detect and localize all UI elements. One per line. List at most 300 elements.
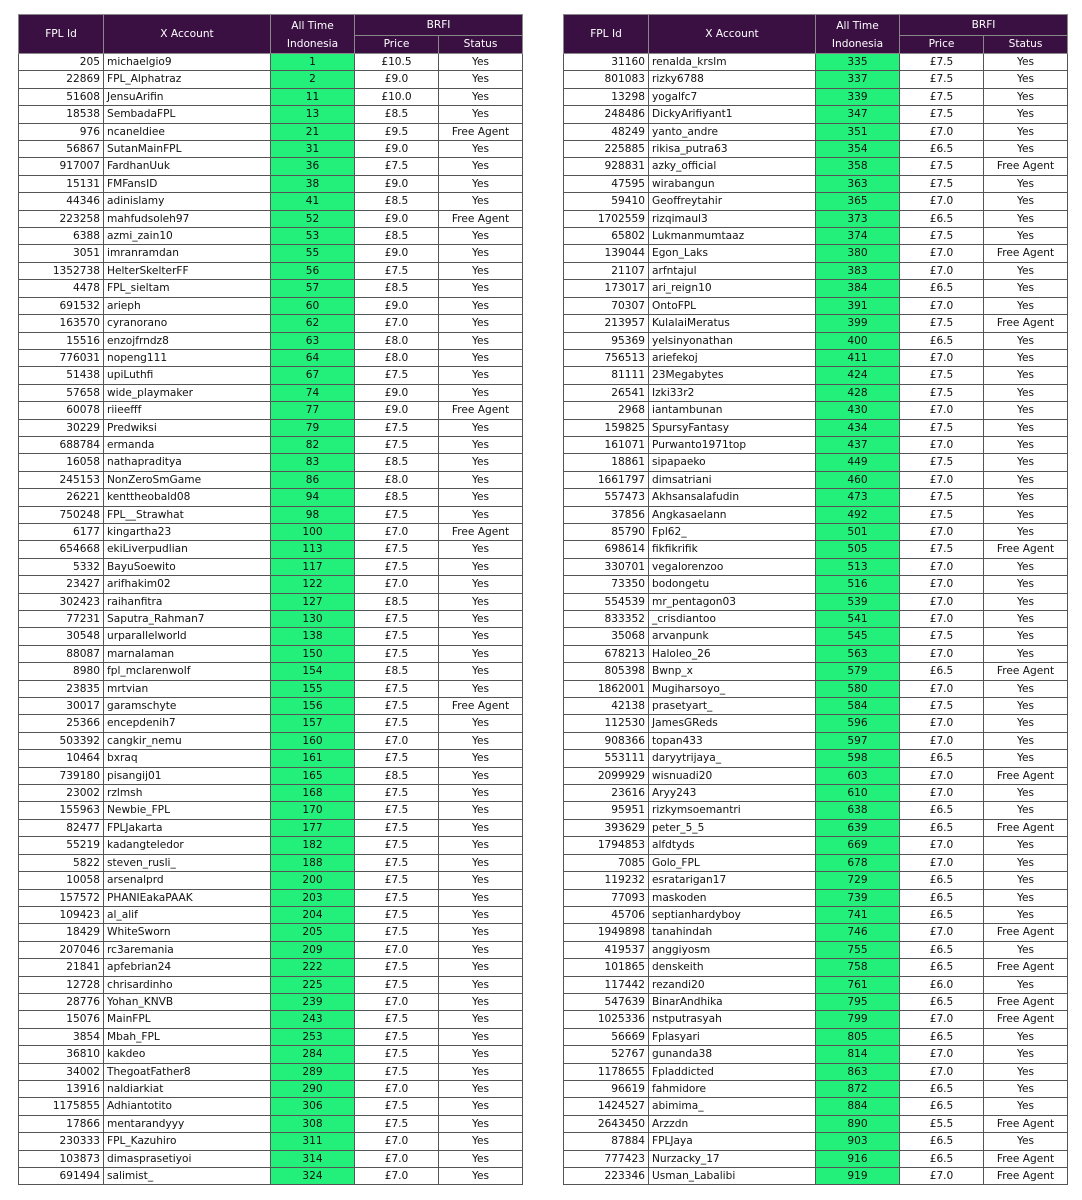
table-row bbox=[19, 541, 523, 558]
price-cell: £7.5 bbox=[355, 628, 439, 645]
x-account-cell: chrisardinho bbox=[104, 976, 271, 993]
x-account-cell: Nurzacky_17 bbox=[649, 1150, 816, 1167]
table-row bbox=[564, 245, 1068, 262]
table-row bbox=[19, 315, 523, 332]
fpl-id-cell: 805398 bbox=[564, 663, 649, 680]
x-account-cell: Mugiharsoyo_ bbox=[649, 680, 816, 697]
header-status: Status bbox=[439, 35, 523, 53]
x-account-cell: kadangteledor bbox=[104, 837, 271, 854]
price-cell: £7.5 bbox=[355, 889, 439, 906]
table-row bbox=[564, 106, 1068, 123]
table-row bbox=[564, 819, 1068, 836]
status-cell: Yes bbox=[984, 750, 1068, 767]
fpl-id-cell: 739180 bbox=[19, 767, 104, 784]
price-cell: £7.0 bbox=[900, 193, 984, 210]
all-time-rank-cell: 79 bbox=[271, 419, 355, 436]
table-row bbox=[19, 558, 523, 575]
status-cell: Free Agent bbox=[984, 541, 1068, 558]
x-account-cell: bxraq bbox=[104, 750, 271, 767]
price-cell: £7.5 bbox=[355, 558, 439, 575]
x-account-cell: ThegoatFather8 bbox=[104, 1063, 271, 1080]
table-row bbox=[564, 680, 1068, 697]
price-cell: £7.0 bbox=[355, 1150, 439, 1167]
status-cell: Free Agent bbox=[984, 245, 1068, 262]
fpl-id-cell: 18538 bbox=[19, 106, 104, 123]
fpl-id-cell: 101865 bbox=[564, 959, 649, 976]
fpl-id-cell: 15516 bbox=[19, 332, 104, 349]
table-row bbox=[19, 489, 523, 506]
fpl-id-cell: 554539 bbox=[564, 593, 649, 610]
status-cell: Free Agent bbox=[439, 402, 523, 419]
all-time-rank-cell: 579 bbox=[816, 663, 900, 680]
x-account-cell: naldiarkiat bbox=[104, 1080, 271, 1097]
status-cell: Yes bbox=[984, 88, 1068, 105]
all-time-rank-cell: 383 bbox=[816, 262, 900, 279]
status-cell: Yes bbox=[984, 1080, 1068, 1097]
fpl-id-cell: 10058 bbox=[19, 872, 104, 889]
all-time-rank-cell: 138 bbox=[271, 628, 355, 645]
fpl-id-cell: 976 bbox=[19, 123, 104, 140]
x-account-cell: adinislamy bbox=[104, 193, 271, 210]
fpl-id-cell: 2643450 bbox=[564, 1115, 649, 1132]
all-time-rank-cell: 437 bbox=[816, 436, 900, 453]
price-cell: £6.5 bbox=[900, 663, 984, 680]
status-cell: Yes bbox=[439, 767, 523, 784]
price-cell: £8.5 bbox=[355, 280, 439, 297]
table-row bbox=[19, 941, 523, 958]
status-cell: Yes bbox=[439, 54, 523, 71]
all-time-rank-cell: 203 bbox=[271, 889, 355, 906]
fpl-id-cell: 112530 bbox=[564, 715, 649, 732]
table-row bbox=[564, 1028, 1068, 1045]
x-account-cell: al_alif bbox=[104, 906, 271, 923]
price-cell: £7.0 bbox=[900, 1046, 984, 1063]
table-row bbox=[19, 767, 523, 784]
price-cell: £7.5 bbox=[355, 1098, 439, 1115]
status-cell: Free Agent bbox=[984, 959, 1068, 976]
fpl-id-cell: 654668 bbox=[19, 541, 104, 558]
status-cell: Yes bbox=[439, 384, 523, 401]
status-cell: Yes bbox=[984, 802, 1068, 819]
x-account-cell: kingartha23 bbox=[104, 523, 271, 540]
table-row bbox=[19, 1115, 523, 1132]
price-cell: £9.0 bbox=[355, 210, 439, 227]
all-time-rank-cell: 814 bbox=[816, 1046, 900, 1063]
all-time-rank-cell: 746 bbox=[816, 924, 900, 941]
table-row bbox=[564, 698, 1068, 715]
all-time-rank-cell: 669 bbox=[816, 837, 900, 854]
price-cell: £7.0 bbox=[355, 1168, 439, 1185]
all-time-rank-cell: 460 bbox=[816, 471, 900, 488]
fpl-id-cell: 60078 bbox=[19, 402, 104, 419]
x-account-cell: rizkymsoemantri bbox=[649, 802, 816, 819]
x-account-cell: arfntajul bbox=[649, 262, 816, 279]
table-row bbox=[564, 576, 1068, 593]
table-row bbox=[564, 1133, 1068, 1150]
all-time-rank-cell: 160 bbox=[271, 732, 355, 749]
all-time-rank-cell: 2 bbox=[271, 71, 355, 88]
status-cell: Yes bbox=[984, 141, 1068, 158]
fpl-id-cell: 95951 bbox=[564, 802, 649, 819]
all-time-rank-cell: 541 bbox=[816, 611, 900, 628]
fpl-id-cell: 35068 bbox=[564, 628, 649, 645]
table-row bbox=[19, 1011, 523, 1028]
status-cell: Yes bbox=[439, 1011, 523, 1028]
price-cell: £8.5 bbox=[355, 593, 439, 610]
fpl-id-cell: 223346 bbox=[564, 1168, 649, 1185]
all-time-rank-cell: 243 bbox=[271, 1011, 355, 1028]
x-account-cell: FPL_sieltam bbox=[104, 280, 271, 297]
x-account-cell: WhiteSworn bbox=[104, 924, 271, 941]
price-cell: £7.5 bbox=[355, 750, 439, 767]
x-account-cell: sipapaeko bbox=[649, 454, 816, 471]
all-time-rank-cell: 430 bbox=[816, 402, 900, 419]
fpl-id-cell: 30548 bbox=[19, 628, 104, 645]
status-cell: Yes bbox=[439, 889, 523, 906]
x-account-cell: septianhardyboy bbox=[649, 906, 816, 923]
table-row bbox=[564, 367, 1068, 384]
fpl-id-cell: 139044 bbox=[564, 245, 649, 262]
table-row bbox=[564, 454, 1068, 471]
all-time-rank-cell: 347 bbox=[816, 106, 900, 123]
x-account-cell: FPL_Alphatraz bbox=[104, 71, 271, 88]
x-account-cell: nstputrasyah bbox=[649, 1011, 816, 1028]
price-cell: £9.0 bbox=[355, 384, 439, 401]
all-time-rank-cell: 596 bbox=[816, 715, 900, 732]
all-time-rank-cell: 284 bbox=[271, 1046, 355, 1063]
status-cell: Yes bbox=[984, 628, 1068, 645]
fpl-id-cell: 28776 bbox=[19, 993, 104, 1010]
fpl-id-cell: 109423 bbox=[19, 906, 104, 923]
status-cell: Yes bbox=[439, 471, 523, 488]
header-all-time-line1: All Time bbox=[291, 20, 334, 32]
x-account-cell: HelterSkelterFF bbox=[104, 262, 271, 279]
status-cell: Yes bbox=[439, 280, 523, 297]
fpl-id-cell: 5332 bbox=[19, 558, 104, 575]
price-cell: £7.5 bbox=[900, 489, 984, 506]
status-cell: Yes bbox=[984, 558, 1068, 575]
status-cell: Yes bbox=[439, 419, 523, 436]
price-cell: £7.5 bbox=[900, 419, 984, 436]
x-account-cell: rikisa_putra63 bbox=[649, 141, 816, 158]
fpl-id-cell: 245153 bbox=[19, 471, 104, 488]
all-time-rank-cell: 222 bbox=[271, 959, 355, 976]
status-cell: Yes bbox=[984, 106, 1068, 123]
fpl-id-cell: 13916 bbox=[19, 1080, 104, 1097]
price-cell: £7.5 bbox=[355, 854, 439, 871]
fpl-id-cell: 15131 bbox=[19, 175, 104, 192]
price-cell: £7.5 bbox=[355, 262, 439, 279]
table-row bbox=[19, 1133, 523, 1150]
all-time-rank-cell: 182 bbox=[271, 837, 355, 854]
x-account-cell: SpursyFantasy bbox=[649, 419, 816, 436]
fpl-id-cell: 23427 bbox=[19, 576, 104, 593]
fpl-id-cell: 77231 bbox=[19, 611, 104, 628]
fpl-id-cell: 23616 bbox=[564, 785, 649, 802]
x-account-cell: rzlmsh bbox=[104, 785, 271, 802]
all-time-rank-cell: 122 bbox=[271, 576, 355, 593]
status-cell: Yes bbox=[984, 976, 1068, 993]
table-row bbox=[19, 854, 523, 871]
fpl-id-cell: 1175855 bbox=[19, 1098, 104, 1115]
table-row bbox=[564, 541, 1068, 558]
fpl-id-cell: 42138 bbox=[564, 698, 649, 715]
price-cell: £8.5 bbox=[355, 767, 439, 784]
x-account-cell: michaelgio9 bbox=[104, 54, 271, 71]
table-row bbox=[564, 489, 1068, 506]
x-account-cell: azky_official bbox=[649, 158, 816, 175]
x-account-cell: OntoFPL bbox=[649, 297, 816, 314]
x-account-cell: azmi_zain10 bbox=[104, 228, 271, 245]
fpl-id-cell: 96619 bbox=[564, 1080, 649, 1097]
x-account-cell: arieph bbox=[104, 297, 271, 314]
fpl-id-cell: 908366 bbox=[564, 732, 649, 749]
table-row bbox=[564, 732, 1068, 749]
fpl-id-cell: 18429 bbox=[19, 924, 104, 941]
table-row bbox=[19, 141, 523, 158]
header-price: Price bbox=[355, 35, 439, 53]
x-account-cell: KulalaiMeratus bbox=[649, 315, 816, 332]
x-account-cell: nopeng111 bbox=[104, 349, 271, 366]
fpl-id-cell: 688784 bbox=[19, 436, 104, 453]
status-cell: Yes bbox=[439, 924, 523, 941]
all-time-rank-cell: 155 bbox=[271, 680, 355, 697]
x-account-cell: dimasprasetiyoi bbox=[104, 1150, 271, 1167]
all-time-rank-cell: 314 bbox=[271, 1150, 355, 1167]
table-row bbox=[19, 715, 523, 732]
x-account-cell: JensuArifin bbox=[104, 88, 271, 105]
table-row bbox=[19, 193, 523, 210]
fpl-id-cell: 393629 bbox=[564, 819, 649, 836]
all-time-rank-cell: 165 bbox=[271, 767, 355, 784]
status-cell: Yes bbox=[984, 854, 1068, 871]
fpl-id-cell: 23835 bbox=[19, 680, 104, 697]
all-time-rank-cell: 516 bbox=[816, 576, 900, 593]
table-row bbox=[564, 1011, 1068, 1028]
table-row bbox=[564, 628, 1068, 645]
table-row bbox=[564, 71, 1068, 88]
status-cell: Free Agent bbox=[984, 158, 1068, 175]
table-row bbox=[564, 715, 1068, 732]
fpl-id-cell: 36810 bbox=[19, 1046, 104, 1063]
all-time-rank-cell: 161 bbox=[271, 750, 355, 767]
fpl-id-cell: 44346 bbox=[19, 193, 104, 210]
price-cell: £7.5 bbox=[355, 959, 439, 976]
fpl-id-cell: 87884 bbox=[564, 1133, 649, 1150]
table-row bbox=[564, 402, 1068, 419]
x-account-cell: kenttheobald08 bbox=[104, 489, 271, 506]
table-row bbox=[19, 506, 523, 523]
status-cell: Free Agent bbox=[984, 663, 1068, 680]
fpl-id-cell: 56867 bbox=[19, 141, 104, 158]
all-time-rank-cell: 758 bbox=[816, 959, 900, 976]
status-cell: Free Agent bbox=[439, 698, 523, 715]
fpl-id-cell: 56669 bbox=[564, 1028, 649, 1045]
x-account-cell: nathapraditya bbox=[104, 454, 271, 471]
table-row bbox=[564, 141, 1068, 158]
x-account-cell: vegalorenzoo bbox=[649, 558, 816, 575]
x-account-cell: gunanda38 bbox=[649, 1046, 816, 1063]
price-cell: £9.0 bbox=[355, 402, 439, 419]
fpl-id-cell: 117442 bbox=[564, 976, 649, 993]
price-cell: £9.5 bbox=[355, 123, 439, 140]
table-row bbox=[19, 680, 523, 697]
x-account-cell: abimima_ bbox=[649, 1098, 816, 1115]
all-time-rank-cell: 903 bbox=[816, 1133, 900, 1150]
all-time-rank-cell: 67 bbox=[271, 367, 355, 384]
x-account-cell: SembadaFPL bbox=[104, 106, 271, 123]
fpl-id-cell: 917007 bbox=[19, 158, 104, 175]
price-cell: £5.5 bbox=[900, 1115, 984, 1132]
price-cell: £7.5 bbox=[355, 436, 439, 453]
price-cell: £7.0 bbox=[900, 645, 984, 662]
status-cell: Yes bbox=[439, 88, 523, 105]
all-time-rank-cell: 391 bbox=[816, 297, 900, 314]
price-cell: £7.5 bbox=[355, 680, 439, 697]
status-cell: Free Agent bbox=[984, 1150, 1068, 1167]
table-row bbox=[19, 924, 523, 941]
price-cell: £8.0 bbox=[355, 471, 439, 488]
price-cell: £6.5 bbox=[900, 141, 984, 158]
table-row bbox=[19, 976, 523, 993]
price-cell: £7.5 bbox=[355, 158, 439, 175]
fpl-id-cell: 155963 bbox=[19, 802, 104, 819]
table-row bbox=[564, 262, 1068, 279]
x-account-cell: rizqimaul3 bbox=[649, 210, 816, 227]
fpl-id-cell: 223258 bbox=[19, 210, 104, 227]
table-row bbox=[19, 158, 523, 175]
table-body-left bbox=[19, 54, 523, 1185]
fpl-id-cell: 833352 bbox=[564, 611, 649, 628]
price-cell: £7.0 bbox=[900, 1063, 984, 1080]
all-time-rank-cell: 473 bbox=[816, 489, 900, 506]
table-row bbox=[564, 158, 1068, 175]
status-cell: Yes bbox=[439, 732, 523, 749]
status-cell: Yes bbox=[439, 993, 523, 1010]
price-cell: £10.5 bbox=[355, 54, 439, 71]
price-cell: £7.0 bbox=[900, 523, 984, 540]
x-account-cell: urparallelworld bbox=[104, 628, 271, 645]
status-cell: Free Agent bbox=[439, 210, 523, 227]
fpl-id-cell: 95369 bbox=[564, 332, 649, 349]
table-row bbox=[19, 436, 523, 453]
status-cell: Yes bbox=[439, 854, 523, 871]
all-time-rank-cell: 289 bbox=[271, 1063, 355, 1080]
price-cell: £8.5 bbox=[355, 663, 439, 680]
table-row bbox=[19, 349, 523, 366]
all-time-rank-cell: 872 bbox=[816, 1080, 900, 1097]
status-cell: Yes bbox=[439, 489, 523, 506]
fpl-id-cell: 119232 bbox=[564, 872, 649, 889]
x-account-cell: ari_reign10 bbox=[649, 280, 816, 297]
price-cell: £7.5 bbox=[900, 175, 984, 192]
fpl-id-cell: 81111 bbox=[564, 367, 649, 384]
all-time-rank-cell: 434 bbox=[816, 419, 900, 436]
x-account-cell: apfebrian24 bbox=[104, 959, 271, 976]
x-account-cell: ermanda bbox=[104, 436, 271, 453]
x-account-cell: maskoden bbox=[649, 889, 816, 906]
price-cell: £7.5 bbox=[355, 906, 439, 923]
x-account-cell: rc3aremania bbox=[104, 941, 271, 958]
x-account-cell: kakdeo bbox=[104, 1046, 271, 1063]
x-account-cell: Aryy243 bbox=[649, 785, 816, 802]
all-time-rank-cell: 805 bbox=[816, 1028, 900, 1045]
fpl-id-cell: 801083 bbox=[564, 71, 649, 88]
table-row bbox=[19, 471, 523, 488]
table-row bbox=[564, 123, 1068, 140]
x-account-cell: FMFansID bbox=[104, 175, 271, 192]
x-account-cell: Arzzdn bbox=[649, 1115, 816, 1132]
price-cell: £7.5 bbox=[900, 541, 984, 558]
table-row bbox=[19, 959, 523, 976]
table-row bbox=[19, 1063, 523, 1080]
table-row bbox=[19, 1028, 523, 1045]
status-cell: Yes bbox=[984, 872, 1068, 889]
fpl-id-cell: 207046 bbox=[19, 941, 104, 958]
status-cell: Yes bbox=[439, 941, 523, 958]
status-cell: Yes bbox=[439, 297, 523, 314]
status-cell: Yes bbox=[984, 1063, 1068, 1080]
table-row bbox=[564, 1080, 1068, 1097]
status-cell: Yes bbox=[439, 750, 523, 767]
fpl-id-cell: 159825 bbox=[564, 419, 649, 436]
fpl-id-cell: 82477 bbox=[19, 819, 104, 836]
price-cell: £9.0 bbox=[355, 141, 439, 158]
all-time-rank-cell: 863 bbox=[816, 1063, 900, 1080]
table-row bbox=[19, 384, 523, 401]
fpl-id-cell: 1862001 bbox=[564, 680, 649, 697]
all-time-rank-cell: 610 bbox=[816, 785, 900, 802]
price-cell: £6.5 bbox=[900, 941, 984, 958]
price-cell: £9.0 bbox=[355, 297, 439, 314]
all-time-rank-cell: 86 bbox=[271, 471, 355, 488]
all-time-rank-cell: 890 bbox=[816, 1115, 900, 1132]
x-account-cell: FPLJaya bbox=[649, 1133, 816, 1150]
price-cell: £7.0 bbox=[900, 785, 984, 802]
all-time-rank-cell: 205 bbox=[271, 924, 355, 941]
fpl-id-cell: 213957 bbox=[564, 315, 649, 332]
table-row bbox=[19, 262, 523, 279]
all-time-rank-cell: 339 bbox=[816, 88, 900, 105]
price-cell: £7.0 bbox=[355, 993, 439, 1010]
x-account-cell: topan433 bbox=[649, 732, 816, 749]
price-cell: £6.5 bbox=[900, 819, 984, 836]
x-account-cell: SutanMainFPL bbox=[104, 141, 271, 158]
all-time-rank-cell: 94 bbox=[271, 489, 355, 506]
table-row bbox=[564, 419, 1068, 436]
x-account-cell: yanto_andre bbox=[649, 123, 816, 140]
all-time-rank-cell: 584 bbox=[816, 698, 900, 715]
status-cell: Yes bbox=[439, 680, 523, 697]
price-cell: £7.5 bbox=[355, 1028, 439, 1045]
status-cell: Yes bbox=[439, 715, 523, 732]
fpl-id-cell: 750248 bbox=[19, 506, 104, 523]
fpl-id-cell: 59410 bbox=[564, 193, 649, 210]
status-cell: Yes bbox=[984, 698, 1068, 715]
status-cell: Yes bbox=[439, 1150, 523, 1167]
x-account-cell: riieefff bbox=[104, 402, 271, 419]
fpl-id-cell: 25366 bbox=[19, 715, 104, 732]
status-cell: Yes bbox=[439, 175, 523, 192]
price-cell: £7.5 bbox=[900, 384, 984, 401]
table-row bbox=[19, 1046, 523, 1063]
status-cell: Yes bbox=[984, 889, 1068, 906]
table-row bbox=[564, 558, 1068, 575]
status-cell: Yes bbox=[439, 106, 523, 123]
x-account-cell: alfdtyds bbox=[649, 837, 816, 854]
price-cell: £9.0 bbox=[355, 175, 439, 192]
status-cell: Yes bbox=[439, 558, 523, 575]
